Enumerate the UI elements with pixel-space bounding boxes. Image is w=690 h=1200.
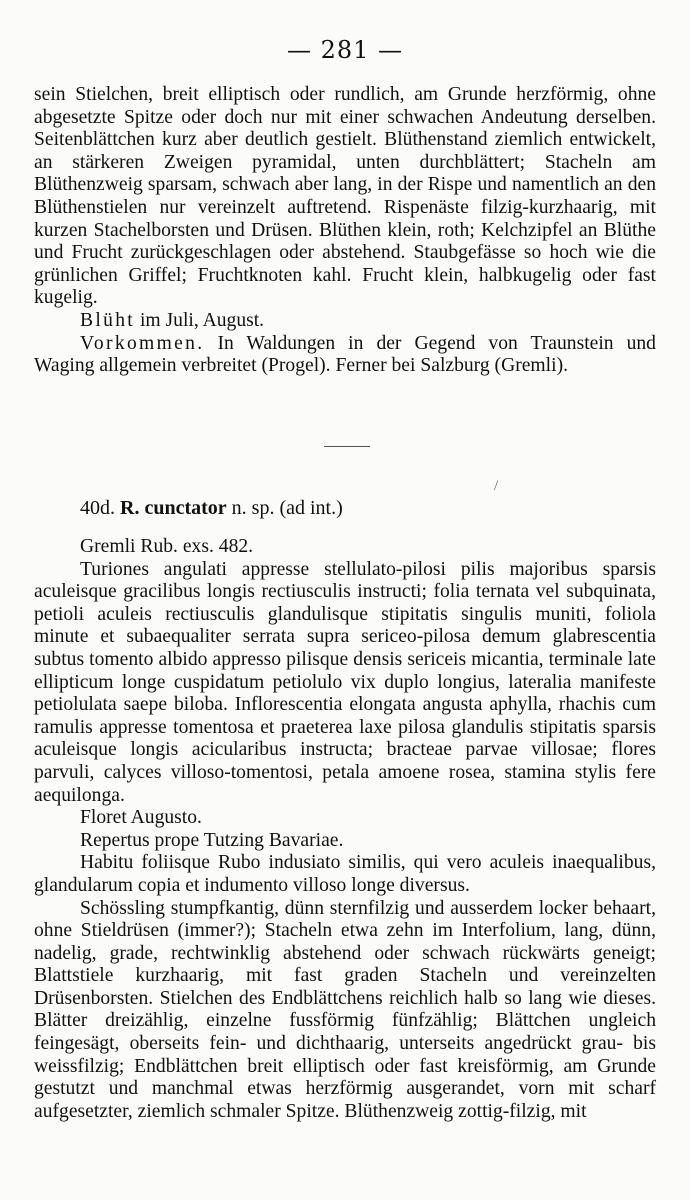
- bloom-label: Blüht: [80, 309, 136, 331]
- bloom-text: im Juli, August.: [139, 309, 265, 331]
- species-status: n. sp. (ad int.): [231, 497, 343, 519]
- flowering-time: Floret Augusto.: [80, 807, 202, 829]
- habit-note: Habitu foliisque Rubo indusiato similis, qui vero aculeis inaequalibus, glandularum copia et indumento villoso longe diversus.: [34, 852, 656, 896]
- occurrence-label: Vorkommen.: [80, 332, 205, 354]
- occurrence-paragraph: [34, 333, 656, 378]
- species-name: cunctator: [144, 497, 227, 519]
- exsiccata-reference: Gremli Rub. exs. 482.: [80, 536, 254, 557]
- species-description: [34, 536, 656, 1123]
- latin-description: Turiones angulati appresse stellulato-pilosi pilis majoribus sparsis aculeisque gracilibus longis rectiusculis instructi; folia ternata vel subquinata, petioli aculeis rectiusculis glandulisque stipitatis singulis muniti, foliola minute et subaequaliter serrata supra sericeo-pilosa demum glabrescentia subtus tomento albido appresso pilisque densis sericeis micantia, terminale late ellipticum longe cuspidatum petiolulo vix duplo longius, lateralia manifeste petiolulata saepe biloba. Inflorescentia elongata angusta aphylla, rhachis cum ramulis appresse tomentosa et praeterea laxe pilosa glandulis stipitatis sparsis aculeisque longis acicularibus instructa; bracteae parvae villosae; flores parvuli, calyces villoso-tomentosi, petala amoene rosea, stamina stylis fere aequilonga.: [34, 558, 656, 806]
- species-number: 40d.: [80, 497, 115, 519]
- description-paragraph: sein Stielchen, breit elliptisch oder rundlich, am Grunde herzförmig, ohne abgesetzte Spitze oder doch nur mit einer schwachen Andeutung derselben. Seitenblättchen kurz aber deutlich gestielt. Blüthenstand ziemlich entwickelt, an stärkeren Zweigen pyramidal, unten durchblättert; Stacheln am Blüthenzweig sparsam, schwach aber lang, in der Rispe und namentlich an den Blüthenstielen nur vereinzelt auftretend. Rispenäste filzig-kurzhaarig, mit kurzen Stachelborsten und Drüsen. Blüthen klein, roth; Kelchzipfel an Blüthe und Frucht zurückgeschlagen oder abstehend. Staubgefässe so hoch wie die grünlichen Griffel; Fruchtknoten kahl. Frucht klein, halbkugelig oder fast kugelig.: [34, 84, 656, 309]
- bloom-line: [34, 310, 656, 333]
- margin-mark: /: [494, 478, 499, 494]
- genus-abbreviation: R.: [120, 497, 140, 519]
- page-number: — 281 —: [286, 36, 404, 64]
- species-heading: [80, 496, 343, 520]
- section-divider: [324, 446, 370, 447]
- occurrence-text: In Waldungen in der Gegend von Traunstein und Waging allgemein verbreitet (Progel). Ferner bei Salzburg (Gremli).: [34, 332, 656, 377]
- locality: Repertus prope Tutzing Bavariae.: [80, 829, 344, 851]
- species-description-continued: [34, 84, 656, 378]
- german-description: Schössling stumpfkantig, dünn sternfilzig und ausserdem locker behaart, ohne Stieldrüsen (immer?); Stacheln etwa zehn im Interfolium, lang, dünn, nadelig, grade, rechtwinklig abstehend oder schwach rückwärts geneigt; Blattstiele kurzhaarig, mit fast graden Stacheln und vereinzelten Drüsenborsten. Stielchen des Endblättchens reichlich halb so lang wie dieses. Blätter dreizählig, einzelne fussförmig fünfzählig; Blättchen ungleich feingesägt, oberseits fein- und dichthaarig, unterseits angedrückt grau- bis weissfilzig; Endblättchen breit elliptisch oder fast kreisförmig, am Grunde gestutzt und manchmal etwas herzförmig ausgerandet, vorn mit scharf aufgesetzter, ziemlich schmaler Spitze. Blüthenzweig zottig-filzig, mit: [34, 897, 656, 1122]
